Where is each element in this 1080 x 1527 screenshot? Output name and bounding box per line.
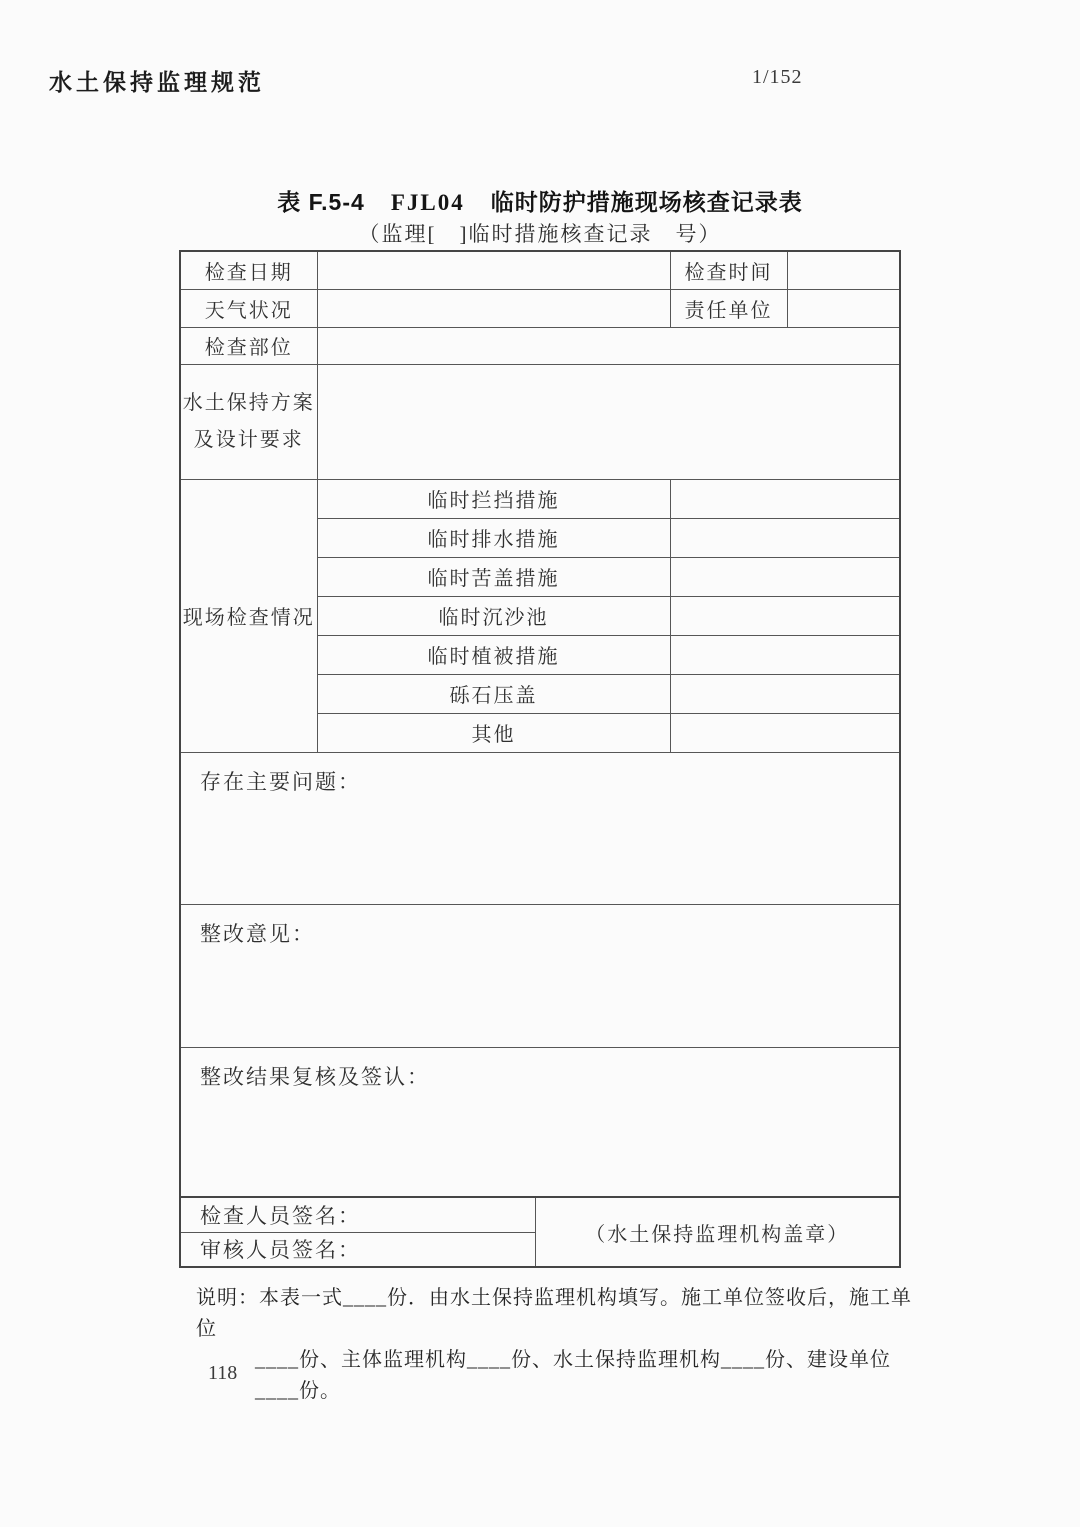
measure-label-gravel-cover: 砾石压盖 bbox=[317, 674, 670, 713]
form-title bbox=[0, 184, 1080, 217]
note-line2: ____份、主体监理机构____份、水土保持监理机构____份、建设单位____份。 bbox=[255, 1349, 891, 1402]
measure-label-covering: 临时苦盖措施 bbox=[317, 557, 670, 596]
form-subtitle: （监理[ ]临时措施核查记录 号） bbox=[358, 222, 722, 246]
inspection-form-table bbox=[179, 250, 901, 1198]
responsible-unit-label: 责任单位 bbox=[670, 289, 787, 327]
form-table-number: 表 F.5-4 bbox=[277, 189, 365, 215]
rectification-section: 整改意见： bbox=[180, 904, 900, 1047]
inspection-location-value bbox=[317, 327, 900, 364]
measure-label-vegetation: 临时植被措施 bbox=[317, 635, 670, 674]
review-sign-section: 整改结果复核及签认： bbox=[180, 1047, 900, 1197]
measure-value-sediment-pond bbox=[670, 596, 900, 635]
measure-value-other bbox=[670, 713, 900, 752]
supervision-agency-stamp-label: （水土保持监理机构盖章） bbox=[535, 1197, 900, 1267]
inspection-date-label: 检查日期 bbox=[180, 251, 317, 289]
page-number: 118 bbox=[208, 1362, 238, 1384]
inspection-date-value bbox=[317, 251, 670, 289]
inspection-time-label: 检查时间 bbox=[670, 251, 787, 289]
weather-label: 天气状况 bbox=[180, 289, 317, 327]
document-header-title: 水土保持监理规范 bbox=[49, 69, 265, 95]
note-line1: 说明：本表一式____份．由水土保持监理机构填写。施工单位签收后，施工单位 bbox=[196, 1287, 912, 1340]
weather-value bbox=[317, 289, 670, 327]
inspection-time-value bbox=[787, 251, 900, 289]
measure-label-sediment-pond: 临时沉沙池 bbox=[317, 596, 670, 635]
measure-value-drainage bbox=[670, 518, 900, 557]
site-inspection-label: 现场检查情况 bbox=[180, 479, 317, 752]
plan-requirements-label: 水土保持方案 及设计要求 bbox=[180, 364, 317, 479]
plan-requirements-value bbox=[317, 364, 900, 479]
measure-label-drainage: 临时排水措施 bbox=[317, 518, 670, 557]
inspector-signature-label: 检查人员签名： bbox=[180, 1197, 535, 1232]
main-problems-section: 存在主要问题： bbox=[180, 752, 900, 904]
form-title-text: 临时防护措施现场核查记录表 bbox=[490, 189, 803, 215]
measure-label-blocking: 临时拦挡措施 bbox=[317, 479, 670, 518]
signature-table bbox=[179, 1196, 901, 1268]
measure-value-covering bbox=[670, 557, 900, 596]
form-note bbox=[196, 1283, 926, 1407]
measure-value-vegetation bbox=[670, 635, 900, 674]
form-code: FJL04 bbox=[390, 190, 465, 215]
measure-value-blocking bbox=[670, 479, 900, 518]
responsible-unit-value bbox=[787, 289, 900, 327]
measure-value-gravel-cover bbox=[670, 674, 900, 713]
measure-label-other: 其他 bbox=[317, 713, 670, 752]
reviewer-signature-label: 审核人员签名： bbox=[180, 1232, 535, 1267]
page-indicator: 1/152 bbox=[752, 66, 803, 88]
inspection-location-label: 检查部位 bbox=[180, 327, 317, 364]
